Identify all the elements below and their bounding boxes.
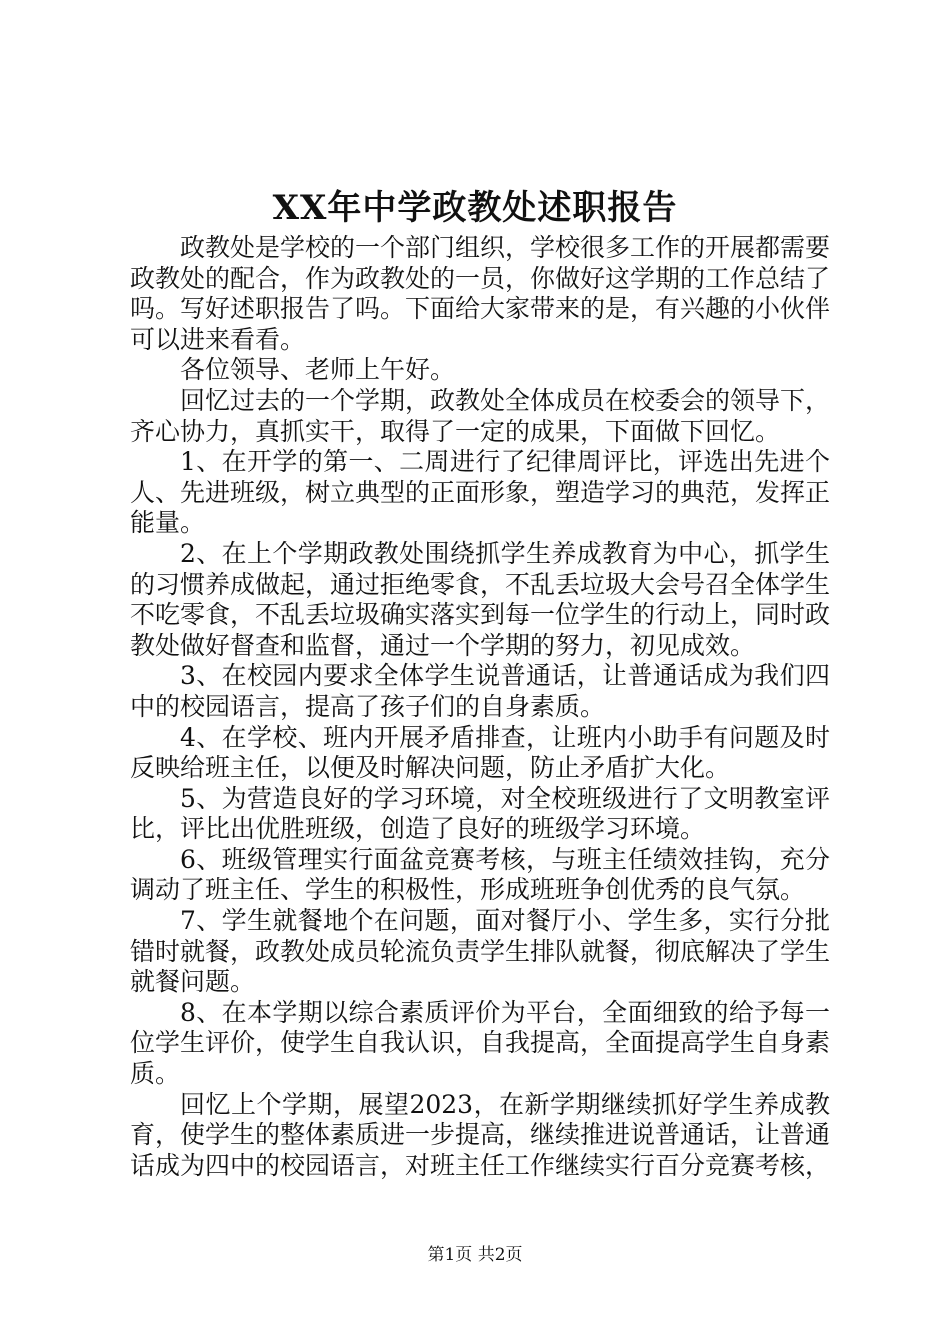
paragraph-outlook: 回忆上个学期，展望2023，在新学期继续抓好学生养成教育，使学生的整体素质进一步提高，继续推进说普通话，让普通话成为四中的校园语言，对班主任工作继续实行百分竞赛考核， (130, 1089, 831, 1180)
paragraph-item-6: 6、班级管理实行面盆竞赛考核，与班主任绩效挂钩，充分调动了班主任、学生的积极性，形成班班争创优秀的良气氛。 (130, 844, 830, 905)
document-body (130, 233, 830, 1181)
paragraph-review: 回忆过去的一个学期，政教处全体成员在校委会的领导下，齐心协力，真抓实干，取得了一定的成果，下面做下回忆。 (130, 385, 831, 446)
paragraph-item-5: 5、为营造良好的学习环境，对全校班级进行了文明教室评比，评比出优胜班级，创造了良好的班级学习环境。 (130, 783, 830, 844)
paragraph-item-8: 8、在本学期以综合素质评价为平台，全面细致的给予每一位学生评价，使学生自我认识，自我提高，全面提高学生自身素质。 (130, 997, 831, 1089)
document-title: XX年中学政教处述职报告 (272, 188, 678, 228)
paragraph-item-7: 7、学生就餐地个在问题，面对餐厅小、学生多，实行分批错时就餐，政教处成员轮流负责学生排队就餐，彻底解决了学生就餐问题。 (130, 906, 831, 997)
page-number-footer: 第1页 共2页 (427, 1245, 523, 1265)
paragraph-item-3: 3、在校园内要求全体学生说普通话，让普通话成为我们四中的校园语言，提高了孩子们的自身素质。 (130, 661, 830, 721)
paragraph-item-2: 2、在上个学期政教处围绕抓学生养成教育为中心，抓学生的习惯养成做起，通过拒绝零食，不乱丢垃圾大会号召全体学生不吃零食，不乱丢垃圾确实落实到每一位学生的行动上，同时政教处做好督查和监督，通过一个学期的努力，初见成效。 (130, 538, 831, 660)
paragraph-item-4: 4、在学校、班内开展矛盾排查，让班内小助手有问题及时反映给班主任，以便及时解决问题，防止矛盾扩大化。 (130, 722, 830, 783)
paragraph-greeting: 各位领导、老师上午好。 (180, 355, 456, 385)
paragraph-intro: 政教处是学校的一个部门组织，学校很多工作的开展都需要政教处的配合，作为政教处的一员，你做好这学期的工作总结了吗。写好述职报告了吗。下面给大家带来的是，有兴趣的小伙伴可以进来看看。 (130, 233, 831, 354)
paragraph-item-1: 1、在开学的第一、二周进行了纪律周评比，评选出先进个人、先进班级，树立典型的正面形象，塑造学习的典范，发挥正能量。 (130, 447, 831, 538)
